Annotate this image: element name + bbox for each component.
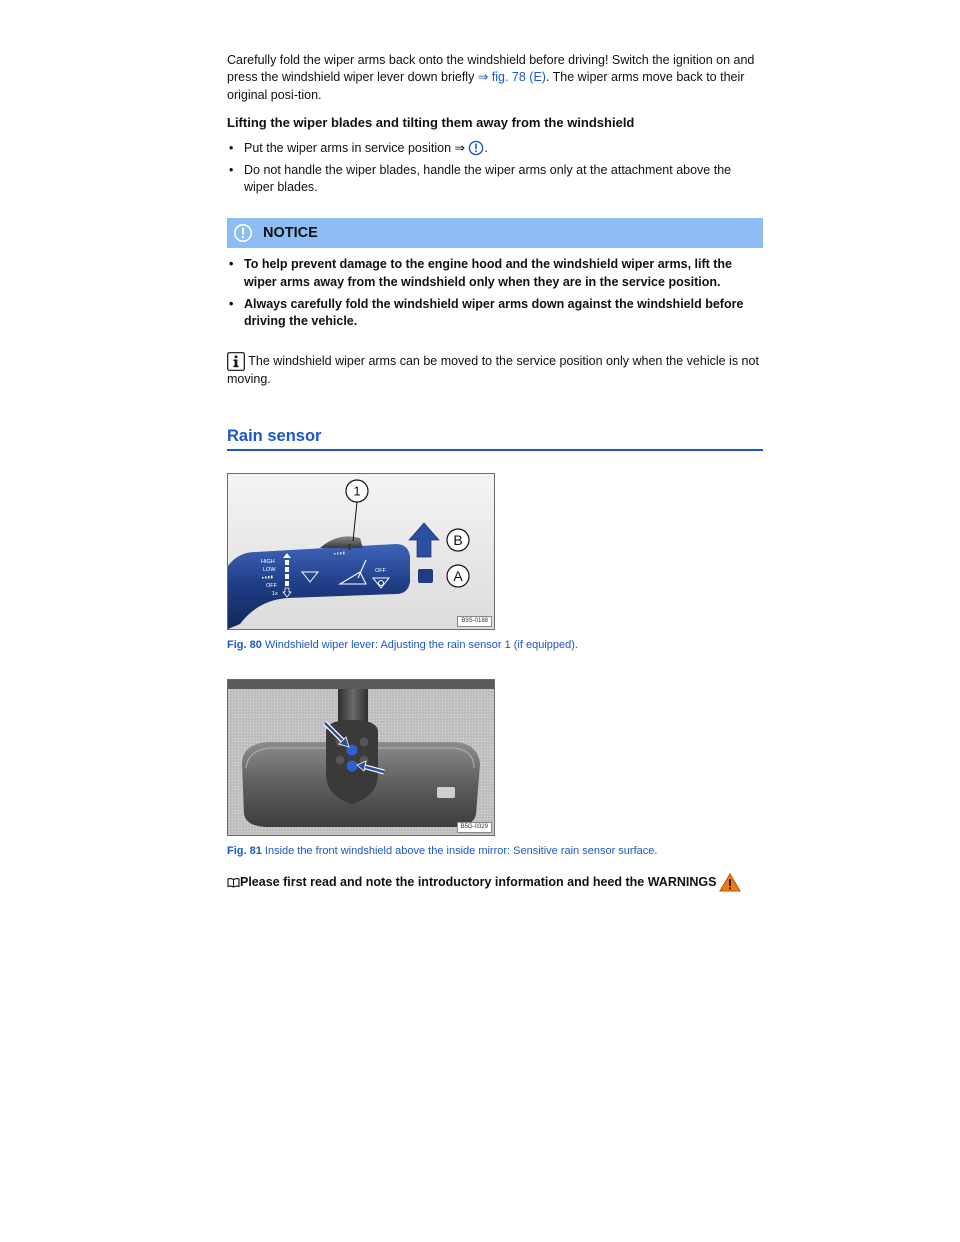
fig78-link[interactable]: ⇒ fig. 78 (E) xyxy=(477,70,546,85)
callout-1-icon xyxy=(346,480,368,502)
section-title: Rain sensor xyxy=(227,425,763,452)
bullet-text-end: . xyxy=(484,140,488,155)
intro-text-end: . The wiper arms move back to their original posi-tion. xyxy=(227,70,745,102)
read-first-text: Please first read and note the introductory information and heed the WARNINGS xyxy=(240,874,717,889)
warning-icon[interactable] xyxy=(719,873,741,892)
label-low: LOW xyxy=(263,567,276,574)
notice-icon xyxy=(233,223,253,243)
callout-number: 1 xyxy=(353,483,361,499)
list-item: • Always carefully fold the windshield wiper arms down against the windshield before driving the vehicle. xyxy=(227,296,763,331)
intro-text: Carefully fold the wiper arms back onto the windshield before driving! Switch the ignition on and press the windshield wiper lever down briefly xyxy=(227,53,755,85)
figure-caption xyxy=(227,844,763,859)
notice-label: NOTICE xyxy=(263,225,318,242)
list-item xyxy=(227,162,763,197)
label-high: HIGH xyxy=(261,559,275,566)
notice-icon[interactable] xyxy=(468,140,484,156)
bullet-text: Put the wiper arms in service position ⇒ xyxy=(244,140,465,155)
rain-sensor-illustration xyxy=(228,680,494,835)
label-once: 1x xyxy=(272,591,278,598)
read-first-note xyxy=(227,873,763,892)
intro-paragraph xyxy=(227,52,763,104)
letter-b: B xyxy=(453,532,463,549)
page-content xyxy=(227,52,763,892)
caption-number: Fig. 80 xyxy=(227,639,262,652)
list-item: • To help prevent damage to the engine hood and the windshield wiper arms, lift the wiper arms away from the windshield only when they are in the service position. xyxy=(227,256,763,291)
letter-b-icon xyxy=(447,529,469,551)
figure-rain-sensor-mirror xyxy=(227,679,495,836)
figure-caption xyxy=(227,638,763,653)
label-off-rear: OFF xyxy=(375,568,386,575)
caption-number: Fig. 81 xyxy=(227,844,262,857)
letter-a: A xyxy=(453,568,463,585)
notice-banner xyxy=(227,218,763,248)
bullet-text: Do not handle the wiper blades, handle the wiper arms only at the attachment above the wiper blades. xyxy=(244,162,732,195)
figure-code: B3S-0188 xyxy=(457,616,492,627)
label-off: OFF xyxy=(266,583,277,590)
wiper-lever-illustration xyxy=(228,474,494,629)
figure-code: B5G-0329 xyxy=(457,822,492,833)
letter-a-icon xyxy=(447,565,469,587)
book-icon xyxy=(227,877,240,888)
heading-lift-wiper: Lifting the wiper blades and tilting them away from the windshield xyxy=(227,114,635,130)
note-paragraph xyxy=(227,352,763,388)
info-icon xyxy=(227,352,245,371)
square-icon xyxy=(418,569,433,583)
notice-bullet-list xyxy=(227,256,763,330)
lift-bullet-list xyxy=(227,140,763,197)
caption-text: Windshield wiper lever: Adjusting the rain sensor 1 (if equipped). xyxy=(261,639,578,652)
list-item xyxy=(227,140,763,157)
figure-wiper-lever xyxy=(227,473,495,630)
caption-text: Inside the front windshield above the inside mirror: Sensitive rain sensor surface. xyxy=(261,844,658,857)
note-text: The windshield wiper arms can be moved to the service position only when the vehicle is not moving. xyxy=(227,354,759,387)
